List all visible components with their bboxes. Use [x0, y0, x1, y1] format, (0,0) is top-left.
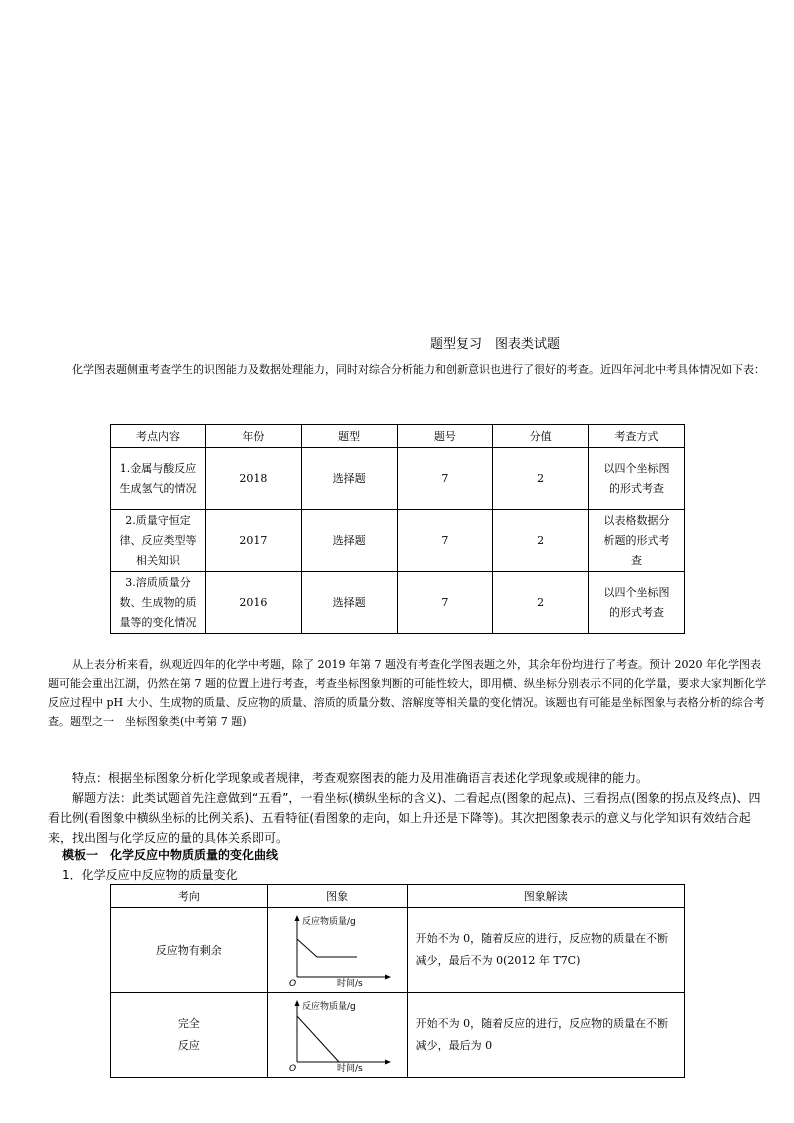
cell-score: 2 [493, 448, 589, 510]
cell-direction [111, 993, 268, 1078]
cell-score: 2 [493, 572, 589, 634]
features-paragraph: 特点：根据坐标图象分析化学现象或者规律，考查观察图表的能力及用准确语言表述化学现象或规律的能力。 [72, 771, 649, 785]
cell-year: 2018 [205, 448, 301, 510]
table-row [111, 908, 685, 993]
table-header-row [111, 425, 685, 448]
cell-number: 7 [397, 448, 493, 510]
analysis-paragraph: 从上表分析来看，纵观近四年的化学中考题，除了 2019 年第 7 题没有考查化学图表题之外，其余年份均进行了考查。预计 2020 年化学图表题可能会重出江湖，仍然在第 7 题的位置上进行考查，考查坐标图象判断的可能性较大，即用横、纵坐标分别表示不同的化学量，要求大家判断化学反应过程中 pH 大小、生成物的质量、反应物的质量、溶质的质量分数、溶解度等相关量的变化情况。该题也有可能是坐标图象与表格分析的综合考查。题型之一 坐标图象类(中考第 7 题) [48, 658, 766, 728]
cell-graph [267, 908, 407, 993]
x-axis-label: 时间/s [337, 978, 363, 987]
header-year: 年份 [205, 425, 301, 448]
cell-number: 7 [397, 510, 493, 572]
header-direction: 考向 [111, 885, 268, 908]
cell-content: 1.金属与酸反应生成氢气的情况 [111, 448, 206, 510]
header-method: 考查方式 [589, 425, 685, 448]
method-paragraph: 解题方法：此类试题首先注意做到“五看”，一看坐标(横纵坐标的含义)、二看起点(图象的起点)、三看拐点(图象的拐点及终点)、四看比例(看图象中横纵坐标的比例关系)、五看特征(看图象的走向，如上升还是下降等)。其次把图象表示的意义与化学知识有效结合起来，找出图与化学反应的量的具体关系即可。 [48, 791, 761, 845]
cell-type: 选择题 [301, 572, 397, 634]
header-score: 分值 [493, 425, 589, 448]
y-axis-label: 反应物质量/g [302, 916, 356, 927]
cell-content: 3.溶质质量分数、生成物的质量等的变化情况 [111, 572, 206, 634]
origin-label: O [289, 978, 297, 987]
exam-stats-table [110, 424, 685, 634]
table-row [111, 993, 685, 1078]
header-graph: 图象 [267, 885, 407, 908]
reactant-remaining-graph [277, 911, 397, 987]
cell-graph [267, 993, 407, 1078]
y-axis-arrow [295, 915, 300, 921]
page-title: 题型复习 图表类试题 [430, 337, 561, 352]
cell-interpretation: 开始不为 0，随着反应的进行，反应物的质量在不断减少，最后为 0 [407, 993, 684, 1078]
complete-reaction-graph [277, 996, 397, 1072]
cell-number: 7 [397, 572, 493, 634]
x-axis-arrow [385, 974, 391, 979]
cell-method: 以表格数据分析题的形式考查 [589, 510, 685, 572]
direction-line: 反应 [177, 1039, 200, 1052]
template-heading: 模板一 化学反应中物质质量的变化曲线 [62, 848, 279, 862]
cell-method: 以四个坐标图的形式考查 [589, 448, 685, 510]
cell-method: 以四个坐标图的形式考查 [589, 572, 685, 634]
curve-line [297, 1016, 339, 1062]
header-interpretation: 图象解读 [407, 885, 684, 908]
header-number: 题号 [397, 425, 493, 448]
table-row [111, 448, 685, 510]
cell-year: 2017 [205, 510, 301, 572]
direction-line: 完全 [177, 1017, 200, 1030]
curve-line [297, 939, 357, 957]
table-row [111, 572, 685, 634]
cell-score: 2 [493, 510, 589, 572]
x-axis-label: 时间/s [337, 1063, 363, 1072]
cell-interpretation: 开始不为 0，随着反应的进行，反应物的质量在不断减少，最后不为 0(2012 年 T7C) [407, 908, 684, 993]
cell-direction: 反应物有剩余 [111, 908, 268, 993]
cell-type: 选择题 [301, 510, 397, 572]
y-axis-arrow [295, 1000, 300, 1006]
cell-type: 选择题 [301, 448, 397, 510]
table-row [111, 510, 685, 572]
y-axis-label: 反应物质量/g [302, 1001, 356, 1012]
reactant-mass-table [110, 884, 685, 1078]
cell-year: 2016 [205, 572, 301, 634]
x-axis-arrow [385, 1059, 391, 1064]
cell-content: 2.质量守恒定律、反应类型等相关知识 [111, 510, 206, 572]
sub-heading: 1．化学反应中反应物的质量变化 [62, 868, 238, 882]
table-header-row [111, 885, 685, 908]
header-type: 题型 [301, 425, 397, 448]
header-content: 考点内容 [111, 425, 206, 448]
intro-paragraph: 化学图表题侧重考查学生的识图能力及数据处理能力，同时对综合分析能力和创新意识也进行了很好的考查。近四年河北中考具体情况如下表： [72, 363, 765, 376]
origin-label: O [289, 1063, 297, 1072]
